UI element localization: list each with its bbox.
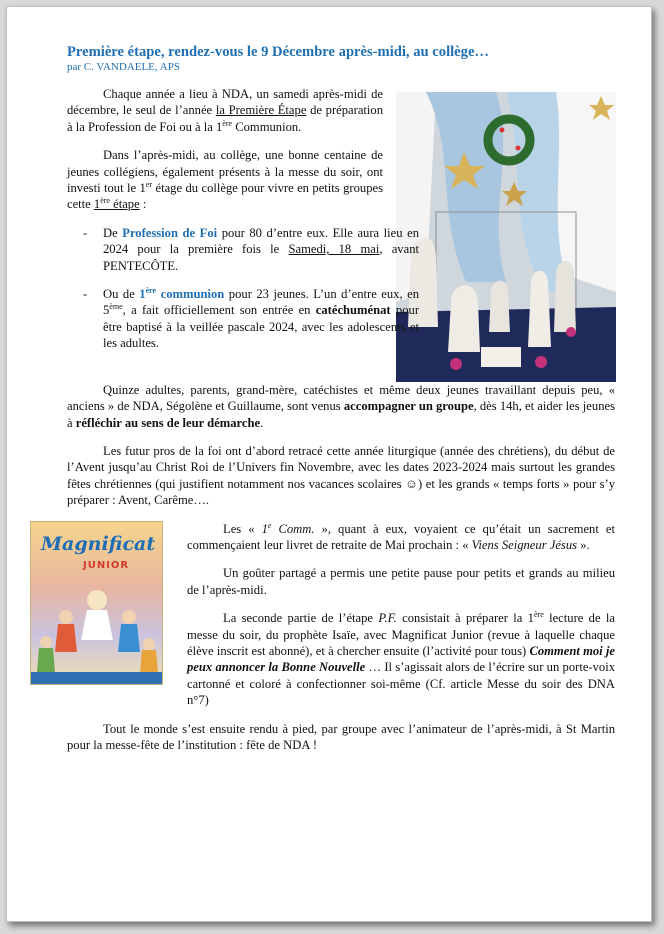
article-title: Première étape, rendez-vous le 9 Décembre après-midi, au collège… — [67, 44, 490, 60]
paragraph-5: Les « 1e Comm. », quant à eux, voyaient ce qu’était un sacrement et commençaient leur livret de retraite de Mai prochain : « Viens Seigneur Jésus ». — [187, 520, 615, 552]
paragraph-3: Quinze adultes, parents, grand-mère, catéchistes et même deux jeunes travaillant depuis peu, « anciens » de NDA, Ségolène et Guillaume, sont venus accompagner un groupe, dès 14h, et aider les jeunes à réfléchir au sens de leur démarche. — [67, 382, 615, 430]
nativity-scene-illustration — [396, 92, 616, 382]
magazine-subtitle: JUNIOR — [83, 560, 130, 571]
paragraph-6: Un goûter partagé a permis une petite pause pour petits et grands au milieu de l’après-midi. — [187, 566, 615, 597]
paragraph-7: La seconde partie de l’étape P.F. consistait à préparer la 1ère lecture de la messe du soir, du prophète Isaïe, avec Magnificat Junior (revue à laquelle chaque élève inscrit est abonné), et à chercher ensuite (l’activité pour tous) Comment moi je peux annoncer la Bonne Nouvelle … Il s’agissait alors de l’écrire sur un porte-voix cartonné et coloré à confectionner soi-même (Cf. article Messe du soir des DNA n°7) — [187, 609, 616, 708]
article-body — [41, 43, 616, 765]
bullet-premiere-communion: - Ou de 1ère communion pour 23 jeunes. L’un d’entre eux, en 5ème, a fait officiellement son entrée en catéchuménat pour être baptisé à la veillée pascale 2024, avec les adolescents et les adultes. — [67, 286, 419, 352]
magnificat-junior-cover — [30, 521, 163, 685]
paragraph-1: Chaque année a lieu à NDA, un samedi après-midi de décembre, le seul de l’année la Première Étape de préparation à la Profession de Foi ou à la 1ère Communion. — [67, 87, 383, 134]
article-byline: par C. VANDAELE, APS — [67, 61, 180, 73]
paragraph-8: Tout le monde s’est ensuite rendu à pied, par groupe avec l’animateur de l’après-midi, à St Martin pour la messe-fête de l’institution : fête de NDA ! — [67, 721, 615, 752]
nativity-photo — [396, 92, 616, 382]
document-page — [6, 6, 652, 922]
paragraph-2: Dans l’après-midi, au collège, une bonne centaine de jeunes collégiens, également présents à la messe du soir, ont investi tout le 1er étage du collège pour vivre en petits groupes cette 1ère étape : — [67, 148, 383, 212]
paragraph-4: Les futur pros de la foi ont d’abord retracé cette année liturgique (année des chrétiens), du début de l’Avent jusqu’au Christ Roi de l’Univers fin Novembre, avec les dates 2023-2024 mais surtout les grandes fêtes chrétiennes (qui justifient notamment nos vacances scolaires ☺) et les grands « temps forts » pour s’y préparer : Avent, Carême…. — [67, 443, 615, 508]
bullet-profession-de-foi: - De Profession de Foi pour 80 d’entre eux. Elle aura lieu en 2024 pour la première fois le Samedi, 18 mai, avant PENTECÔTE. — [67, 225, 419, 274]
magazine-title: Magnificat — [41, 533, 156, 555]
magazine-illustration — [31, 522, 163, 685]
